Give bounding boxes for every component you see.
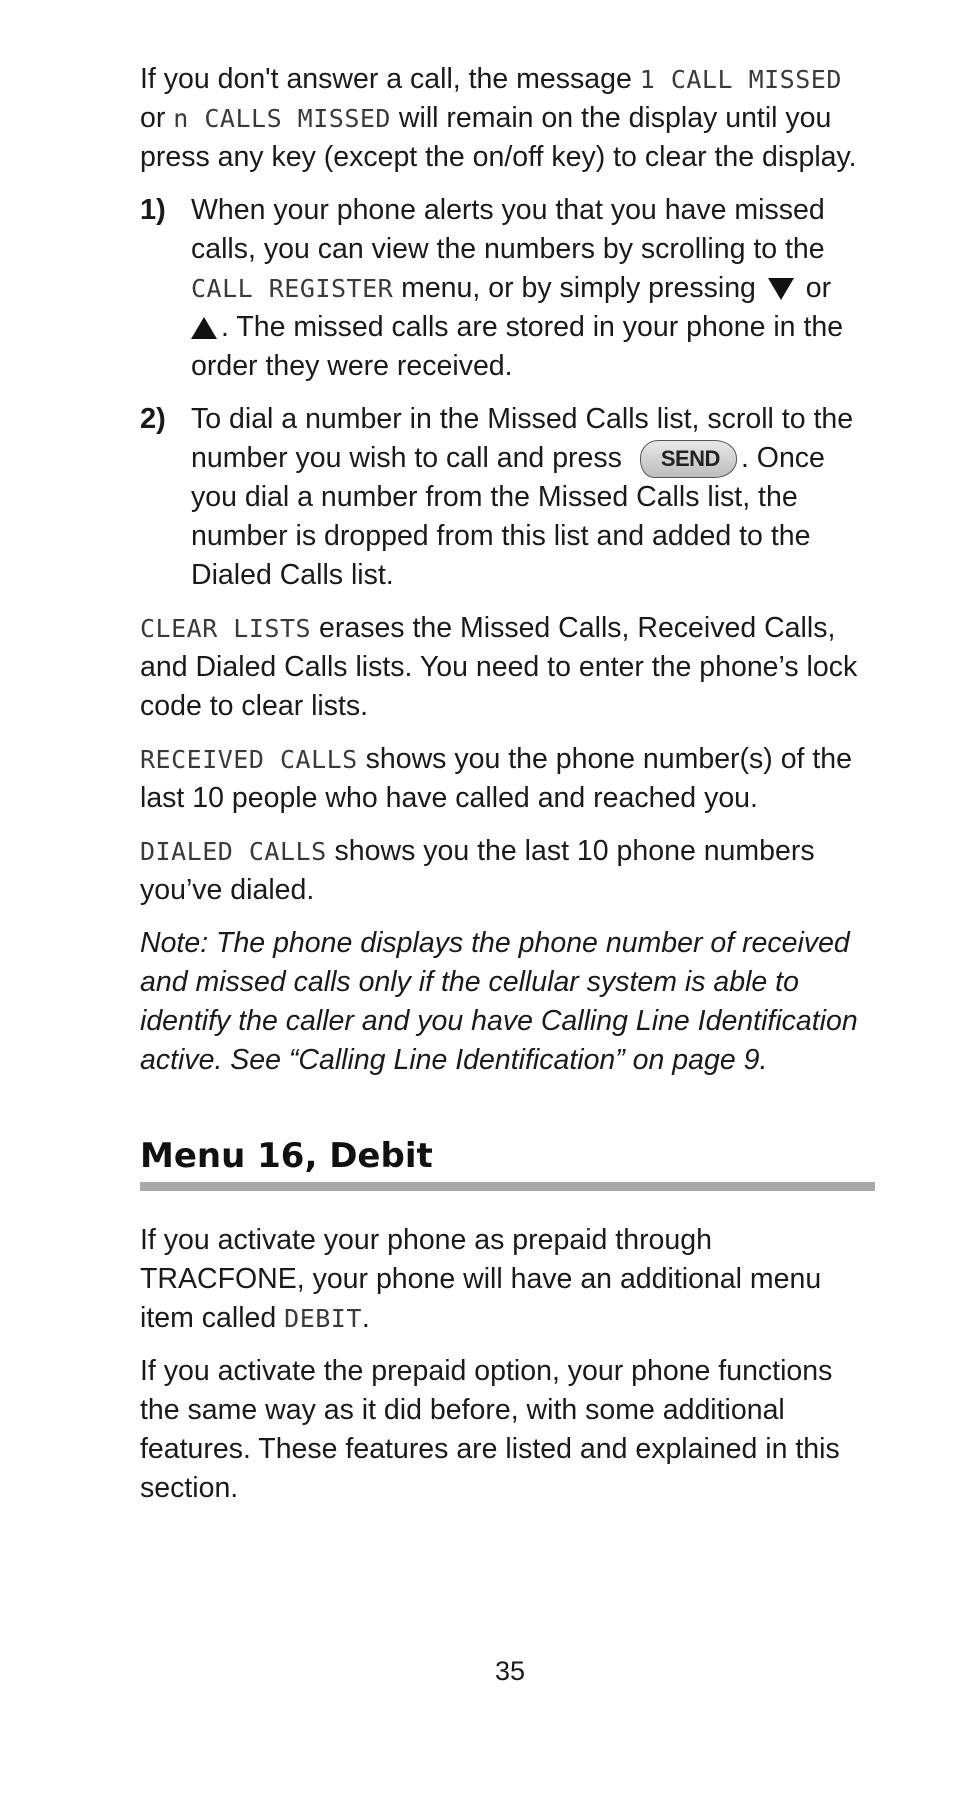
lcd-dialed-calls: DIALED CALLS [140, 837, 327, 867]
send-key-icon: SEND [640, 440, 737, 478]
lcd-call-register: CALL REGISTER [191, 274, 394, 303]
lcd-call-missed: 1 CALL MISSED [639, 65, 842, 94]
step-1-text-3: or [797, 272, 832, 304]
debit-paragraph-1 [140, 1221, 875, 1338]
debit-text-2: . [361, 1302, 370, 1335]
lcd-received-calls: RECEIVED CALLS [140, 745, 358, 775]
intro-text-1: If you don't answer a call, the message [140, 63, 640, 95]
lcd-clear-lists: CLEAR LISTS [140, 614, 312, 644]
debit-text-1: If you activate your phone as prepaid through TRACFONE, your phone will have an additional menu item called [140, 1224, 822, 1335]
step-1 [140, 191, 875, 386]
lcd-debit: DEBIT [284, 1304, 362, 1334]
heading-divider [140, 1182, 875, 1191]
down-arrow-icon [768, 278, 794, 300]
step-text [191, 191, 875, 386]
note-paragraph: Note: The phone displays the phone number of received and missed calls only if the cellular system is able to identify the caller and you have Calling Line Identification active. See “Calling Line Identification” on page 9. [140, 927, 858, 1077]
step-1-text-1: When your phone alerts you that you have missed calls, you can view the numbers by scrolling to the [191, 194, 825, 265]
step-2 [140, 400, 875, 595]
clear-lists-paragraph [140, 609, 875, 726]
intro-text-3: will remain on the display until you press any key (except the on/off key) to clear the display. [140, 102, 857, 173]
received-calls-text: shows you the phone number(s) of the last 10 people who have called and reached you. [140, 743, 853, 815]
step-1-text-2: menu, or by simply pressing [393, 272, 764, 304]
dialed-calls-paragraph [140, 832, 875, 910]
intro-text-2: or [140, 102, 174, 134]
debit-paragraph-2: If you activate the prepaid option, your phone functions the same way as it did before, with some additional features. These features are listed and explained in this section. [140, 1355, 840, 1505]
step-number: 2) [140, 403, 166, 435]
page-number: 35 [494, 1656, 526, 1686]
section-heading: Menu 16, Debit [140, 1136, 433, 1177]
manual-page [140, 60, 875, 1522]
step-number: 1) [140, 194, 166, 226]
step-text [191, 400, 875, 595]
lcd-calls-missed: n CALLS MISSED [173, 104, 391, 133]
received-calls-paragraph [140, 740, 875, 818]
step-2-text-1: To dial a number in the Missed Calls list, scroll to the number you wish to call and press [191, 403, 854, 474]
step-2-text-2: . Once you dial a number from the Missed Calls list, the number is dropped from this list and added to the Dialed Calls list. [191, 442, 825, 592]
step-1-text-4: . The missed calls are stored in your phone in the order they were received. [191, 311, 844, 382]
dialed-calls-text: shows you the last 10 phone numbers you’ve dialed. [140, 835, 815, 907]
up-arrow-icon [191, 317, 217, 339]
clear-lists-text: erases the Missed Calls, Received Calls, and Dialed Calls lists. You need to enter the phone’s lock code to clear lists. [140, 612, 858, 723]
missed-call-intro [140, 60, 875, 177]
